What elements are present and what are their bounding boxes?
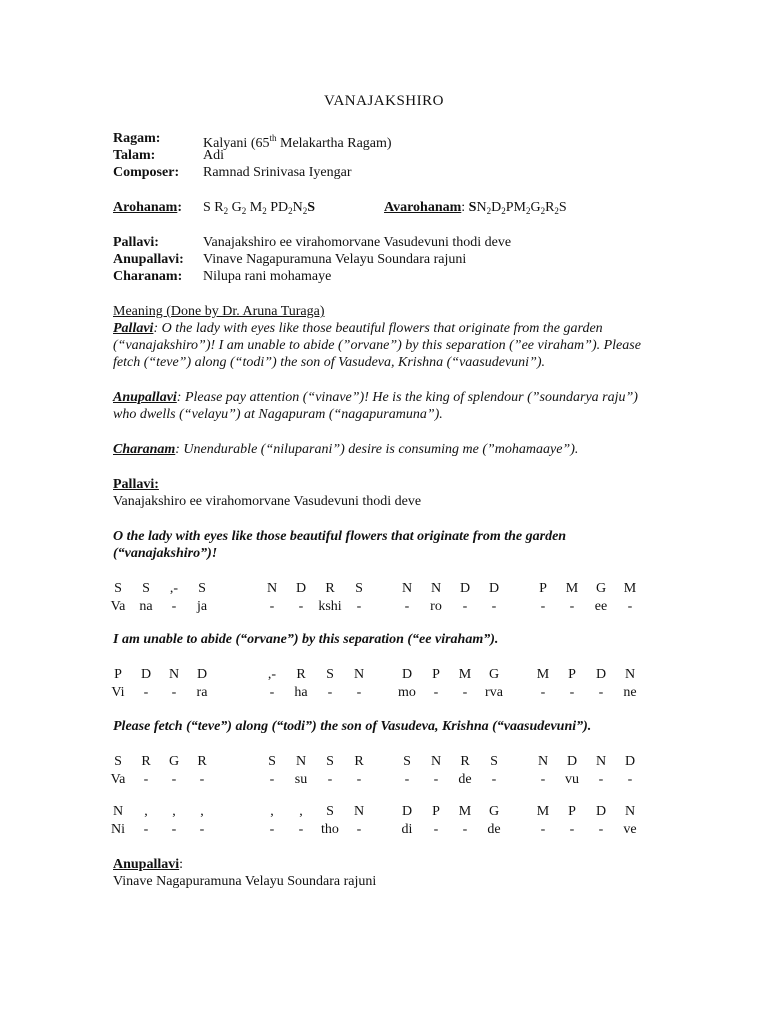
sahitya-cell: -	[356, 822, 362, 837]
swara-cell: S	[198, 581, 206, 596]
sahitya-cell: -	[491, 599, 497, 614]
swara-cell: D	[488, 581, 500, 596]
swara-cell: S	[114, 581, 122, 596]
sahitya-cell: -	[143, 772, 149, 787]
sahitya-cell: -	[598, 685, 604, 700]
sahitya-cell: -	[569, 822, 575, 837]
swara-cell: ,	[270, 804, 274, 819]
swara-cell: N	[353, 804, 365, 819]
swara-cell: M	[458, 667, 472, 682]
sahitya-cell: -	[433, 822, 439, 837]
meaning-charanam-label: Charanam	[113, 442, 176, 457]
swara-cell: P	[114, 667, 122, 682]
sahitya-cell: ne	[623, 685, 637, 700]
sahitya-cell: kshi	[318, 599, 342, 614]
swara-cell: S	[326, 804, 334, 819]
sahitya-cell: -	[171, 685, 177, 700]
swara-cell: N	[353, 667, 365, 682]
sahitya-cell: vu	[565, 772, 579, 787]
swara-cell: D	[566, 754, 578, 769]
sahitya-cell: -	[199, 772, 205, 787]
swara-cell: N	[624, 804, 636, 819]
swara-cell: M	[565, 581, 579, 596]
sahitya-cell: -	[269, 822, 275, 837]
swara-cell: D	[401, 667, 413, 682]
pallavi-heading: Pallavi:	[113, 477, 159, 492]
swara-cell: ,	[144, 804, 148, 819]
swara-cell: G	[168, 754, 180, 769]
swara-cell: ,-	[267, 667, 277, 682]
summary-anupallavi-value: Vinave Nagapuramuna Velayu Soundara rajuni	[203, 252, 467, 267]
swara-cell: M	[536, 667, 550, 682]
sahitya-cell: -	[143, 685, 149, 700]
meaning-anupallavi: Anupallavi: Please pay attention (“vinave”)! He is the king of splendour (”soundarya raju”) who dwells (“velayu”) at Nagapuram (“nagapuramuna”).	[113, 390, 638, 422]
summary-pallavi-value: Vanajakshiro ee virahomorvane Vasudevuni thodi deve	[203, 235, 512, 250]
sahitya-cell: de	[487, 822, 501, 837]
swara-cell: M	[623, 581, 637, 596]
meaning-heading: Meaning (Done by Dr. Aruna Turaga)	[113, 304, 325, 319]
meaning-pallavi-label: Pallavi	[113, 321, 154, 336]
talam-value: Adi	[203, 148, 224, 163]
sahitya-cell: -	[598, 772, 604, 787]
swara-cell: N	[430, 581, 442, 596]
sahitya-cell: tho	[321, 822, 339, 837]
swara-cell: D	[595, 804, 607, 819]
sahitya-cell: di	[401, 822, 413, 837]
sahitya-cell: -	[269, 685, 275, 700]
line2-meaning: I am unable to abide (“orvane”) by this separation (“ee viraham”).	[113, 632, 499, 647]
swara-cell: P	[432, 667, 440, 682]
meaning-pallavi: Pallavi: O the lady with eyes like those beautiful flowers that originate from the garden (“vanajakshiro”)! I am unable to abide (”orvane”) by this separation (”ee viraham”). Please fetch (“teve”) along (“todi”) the son of Vasudeva, Krishna (“vaasudevuni”).	[113, 321, 641, 370]
swara-cell: N	[430, 754, 442, 769]
composer-value: Ramnad Srinivasa Iyengar	[203, 165, 352, 180]
sahitya-cell: -	[171, 772, 177, 787]
swara-cell: G	[488, 667, 500, 682]
talam-label: Talam:	[113, 148, 156, 163]
sahitya-cell: -	[327, 685, 333, 700]
ragam-label: Ragam:	[113, 131, 161, 146]
sahitya-cell: -	[404, 772, 410, 787]
line1-meaning-b: (“vanajakshiro”)!	[113, 546, 218, 561]
swara-cell: M	[536, 804, 550, 819]
swara-cell: N	[595, 754, 607, 769]
arohanam-label: Arohanam:	[113, 200, 182, 215]
meaning-anupallavi-label: Anupallavi	[113, 390, 177, 405]
sahitya-cell: ha	[294, 685, 308, 700]
swara-cell: ,	[200, 804, 204, 819]
swara-cell: D	[459, 581, 471, 596]
swara-cell: N	[168, 667, 180, 682]
swara-cell: S	[490, 754, 498, 769]
sahitya-cell: Va	[110, 599, 126, 614]
sahitya-cell: -	[356, 772, 362, 787]
sahitya-cell: su	[294, 772, 308, 787]
swara-cell: ,	[172, 804, 176, 819]
sahitya-cell: Vi	[111, 685, 125, 700]
sahitya-cell: de	[458, 772, 472, 787]
sahitya-cell: -	[143, 822, 149, 837]
swara-cell: S	[355, 581, 363, 596]
swara-cell: S	[114, 754, 122, 769]
avarohanam-label: Avarohanam: $SN_2D_2PM_2G_2R_2S$	[384, 200, 567, 216]
sahitya-cell: ja	[196, 599, 208, 614]
sahitya-cell: -	[356, 685, 362, 700]
swara-cell: S	[403, 754, 411, 769]
swara-cell: ,-	[169, 581, 179, 596]
sahitya-cell: -	[462, 822, 468, 837]
composer-label: Composer:	[113, 165, 180, 180]
sahitya-cell: -	[433, 685, 439, 700]
line1-meaning-a: O the lady with eyes like those beautiful flowers that originate from the garden	[113, 529, 567, 544]
sahitya-cell: -	[540, 822, 546, 837]
sahitya-cell: -	[491, 772, 497, 787]
swara-cell: S	[326, 667, 334, 682]
meaning-charanam: Charanam: Unendurable (“niluparani”) desire is consuming me (”mohamaaye”).	[113, 442, 579, 457]
swara-cell: N	[266, 581, 278, 596]
swara-cell: D	[295, 581, 307, 596]
page-title: VANAJAKSHIRO	[324, 93, 444, 109]
sahitya-cell: -	[298, 822, 304, 837]
anupallavi-text: Vinave Nagapuramuna Velayu Soundara rajuni	[113, 874, 377, 889]
swara-cell: D	[595, 667, 607, 682]
swara-cell: S	[268, 754, 276, 769]
sahitya-cell: -	[356, 599, 362, 614]
line3-meaning: Please fetch (“teve”) along (“todi”) the son of Vasudeva, Krishna (“vaasudevuni”).	[113, 719, 592, 734]
swara-cell: G	[595, 581, 607, 596]
sahitya-cell: -	[404, 599, 410, 614]
sahitya-cell: ra	[196, 685, 208, 700]
sahitya-cell: Ni	[111, 822, 125, 837]
swara-cell: P	[568, 804, 576, 819]
swara-cell: D	[401, 804, 413, 819]
swara-cell: R	[325, 581, 335, 596]
sahitya-cell: -	[269, 772, 275, 787]
anupallavi-heading: Anupallavi:	[113, 857, 184, 872]
swara-cell: S	[326, 754, 334, 769]
sahitya-cell: mo	[398, 685, 416, 700]
swara-cell: N	[112, 804, 124, 819]
swara-cell: D	[624, 754, 636, 769]
swara-cell: ,	[299, 804, 303, 819]
pallavi-text: Vanajakshiro ee virahomorvane Vasudevuni thodi deve	[113, 494, 422, 509]
sahitya-cell: -	[569, 685, 575, 700]
swara-cell: P	[539, 581, 547, 596]
swara-cell: M	[458, 804, 472, 819]
sahitya-cell: -	[627, 772, 633, 787]
sahitya-cell: -	[171, 822, 177, 837]
sahitya-cell: -	[462, 685, 468, 700]
sahitya-cell: ee	[594, 599, 608, 614]
sahitya-cell: -	[327, 772, 333, 787]
sahitya-cell: -	[569, 599, 575, 614]
sahitya-cell: -	[627, 599, 633, 614]
swara-cell: R	[197, 754, 207, 769]
summary-anupallavi-label: Anupallavi:	[113, 252, 184, 267]
swara-cell: S	[142, 581, 150, 596]
sahitya-cell: -	[433, 772, 439, 787]
sahitya-cell: na	[139, 599, 153, 614]
sahitya-cell: -	[298, 599, 304, 614]
sahitya-cell: -	[199, 822, 205, 837]
ragam-value: Kalyani (65th Melakartha Ragam)	[203, 133, 392, 151]
summary-charanam-value: Nilupa rani mohamaye	[203, 269, 332, 284]
swara-cell: R	[141, 754, 151, 769]
swara-cell: N	[537, 754, 549, 769]
sahitya-cell: -	[540, 685, 546, 700]
swara-cell: P	[432, 804, 440, 819]
sahitya-cell: -	[462, 599, 468, 614]
swara-cell: D	[196, 667, 208, 682]
swara-cell: P	[568, 667, 576, 682]
sahitya-cell: -	[540, 772, 546, 787]
sahitya-cell: -	[269, 599, 275, 614]
sahitya-cell: ve	[623, 822, 637, 837]
swara-cell: N	[401, 581, 413, 596]
swara-cell: D	[140, 667, 152, 682]
swara-cell: G	[488, 804, 500, 819]
swara-cell: R	[354, 754, 364, 769]
summary-pallavi-label: Pallavi:	[113, 235, 159, 250]
sahitya-cell: -	[540, 599, 546, 614]
sahitya-cell: rva	[485, 685, 503, 700]
swara-cell: R	[460, 754, 470, 769]
summary-charanam-label: Charanam:	[113, 269, 183, 284]
sahitya-cell: -	[171, 599, 177, 614]
swara-cell: N	[295, 754, 307, 769]
sahitya-cell: Va	[110, 772, 126, 787]
swara-cell: R	[296, 667, 306, 682]
arohanam-value: S $R_2$ $G_2$ $M_2$ $PD_2N_2S$	[203, 200, 316, 216]
sahitya-cell: ro	[430, 599, 442, 614]
swara-cell: N	[624, 667, 636, 682]
sahitya-cell: -	[598, 822, 604, 837]
